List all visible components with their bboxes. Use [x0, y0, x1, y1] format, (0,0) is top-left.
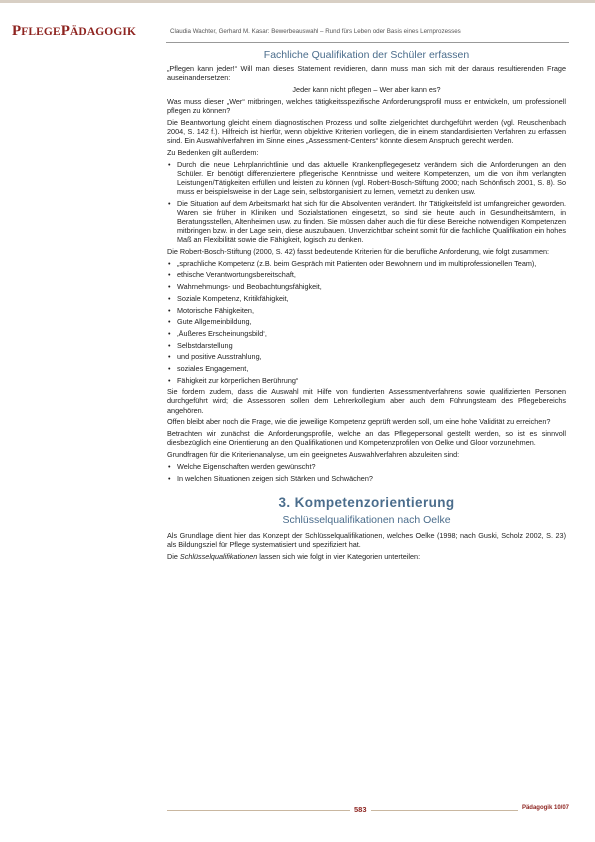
- paragraph: Was muss dieser „Wer“ mitbringen, welches tätigkeitsspezifische Anforderungsprofil muss er entwickeln, um professionell pflegen zu können?: [167, 96, 566, 115]
- list-item: • Wahrnehmungs- und Beobachtungsfähigkeit,: [167, 282, 566, 291]
- paragraph: Die Robert-Bosch-Stiftung (2000, S. 42) fasst bedeutende Kriterien für die berufliche Anforderung, wie folgt zusammen:: [167, 246, 550, 256]
- chapter-heading: 3. Kompetenzorientierung: [278, 494, 455, 510]
- paragraph: [167, 552, 566, 561]
- list-item: • Durch die neue Lehrplanrichtlinie und das aktuelle Krankenpflegegesetz verändern sich die Anforderungen an den Schüler. Er benötigt differenziertere pflegerische Kenntnisse und weitere Kompetenzen, um die von ihm verlangten Leistungen/Tätigkeiten erfüllen und leisten zu können (vgl. Robert-Bosch-Stiftung 2000; nach Schönfisch 2001, S. 8). So muss er beispielsweise in der Lage sein, selbstorganisiert zu lernen, vernetzt zu denken usw.: [167, 160, 566, 196]
- list-item: • Die Situation auf dem Arbeitsmarkt hat sich für die Absolventen verändert. Ihr Tätigkeitsfeld ist umfangreicher geworden. Waren sie früher in Kliniken und Sozialstationen eingesetzt, so sind sie heute auch in Gesundheitsämtern, in Beratungsstellen, Altenheimen usw. zu finden. Sie müssen daher auch die für diese Bereiche notwendigen Kompetenzen mitbringen bzw. in der Lage sein, diese auszubauen. Unverzichtbar scheint somit für die fachliche Qualifikation ein hohes Maß an Flexibilität sowie die Fähigkeit, logisch zu denken.: [167, 199, 566, 244]
- emphasis-term: Schlüsselqualifikationen: [179, 551, 258, 561]
- question-list: [167, 462, 566, 483]
- paragraph: Offen bleibt aber noch die Frage, wie die jeweilige Kompetenz geprüft werden soll, um eine hohe Validität zu erreichen?: [167, 417, 551, 427]
- list-item: • ethische Verantwortungsbereitschaft,: [167, 270, 566, 279]
- list-item: • Motorische Fähigkeiten,: [167, 306, 566, 315]
- list-item: • Welche Eigenschaften werden gewünscht?: [167, 462, 566, 471]
- running-head: Claudia Wachter, Gerhard M. Kasar: Bewerbeauswahl – Rund fürs Leben oder Basis eines Lernprozesses: [170, 28, 461, 35]
- text-run: Die: [167, 551, 180, 561]
- issue-label: Pädagogik 10/07: [518, 805, 569, 811]
- paragraph: Als Grundlage dient hier das Konzept der Schlüsselqualifikationen, welches Oelke (1998; nach Guski, Scholz 2002, S. 23) als Bildungsziel für Pflege systematisiert und spezifiziert hat.: [167, 530, 566, 550]
- top-rule: [0, 0, 595, 3]
- list-item: • Fähigkeit zur körperlichen Berührung“: [167, 376, 566, 385]
- paragraph: Betrachten wir zunächst die Anforderungsprofile, welche an das Pflegepersonal gestellt werden, so ist es sinnvoll diesbezüglich eine Orientierung an den Qualifikationen und Kompetenzprofilen von Oelke und Gloor vorzunehmen.: [167, 429, 566, 448]
- page-header: [0, 16, 595, 50]
- paragraph: „Pflegen kann jeder!“ Will man dieses Statement revidieren, dann muss man sich mit der daraus resultierenden Frage auseinandersetzen:: [167, 64, 566, 83]
- header-divider: [166, 42, 569, 43]
- list-item: • In welchen Situationen zeigen sich Stärken und Schwächen?: [167, 474, 566, 483]
- paragraph: Grundfragen für die Kriterienanalyse, um ein geeignetes Auswahlverfahren abzuleiten sind:: [167, 450, 460, 460]
- journal-logo: PFLEGEPÄDAGOGIK: [12, 23, 136, 39]
- page-number: 583: [350, 805, 371, 814]
- criteria-list: [167, 259, 566, 385]
- list-item: • soziales Engagement,: [167, 364, 566, 373]
- subsection-heading: Schlüsselqualifikationen nach Oelke: [282, 513, 451, 526]
- article-body: [167, 49, 566, 564]
- list-item: • Soziale Kompetenz, Kritikfähigkeit,: [167, 294, 566, 303]
- text-run: lassen sich wie folgt in vier Kategorien unterteilen:: [257, 551, 421, 561]
- consideration-list: [167, 160, 566, 244]
- page-footer: [167, 805, 569, 819]
- paragraph: Sie fordern zudem, dass die Auswahl mit Hilfe von fundierten Assessmentverfahrens sowie qualifizierten Personen durchgeführt wird; die Assessoren sollen dem Lehrerkollegium aber auch dem Führungsteam des Pflegebereichs angehören.: [167, 387, 566, 415]
- section-heading: Fachliche Qualifikation der Schüler erfassen: [263, 49, 470, 61]
- list-item: • ‚Äußeres Erscheinungsbild‘,: [167, 329, 566, 338]
- list-item: • Selbstdarstellung: [167, 341, 566, 350]
- list-item: • Gute Allgemeinbildung,: [167, 317, 566, 326]
- list-item: • „sprachliche Kompetenz (z.B. beim Gespräch mit Patienten oder Bewohnern und im multiprofessionellen Team),: [167, 259, 566, 268]
- list-item: • und positive Ausstrahlung,: [167, 352, 566, 361]
- paragraph: Zu Bedenken gilt außerdem:: [167, 147, 259, 157]
- centered-question: Jeder kann nicht pflegen – Wer aber kann es?: [292, 84, 441, 94]
- paragraph: Die Beantwortung gleicht einem diagnostischen Prozess und sollte zielgerichtet durchgeführt werden (vgl. Reuschenbach 2004, S. 142 f.). Hilfreich ist hierfür, wenn objektive Kriterien vorliegen, die in einem standardisierten Verfahren zu erfassen sind. Ein Auswahlverfahren im Sinne eines „Assessment-Centers“ könnte diesem Anspruch gerecht werden.: [167, 117, 566, 146]
